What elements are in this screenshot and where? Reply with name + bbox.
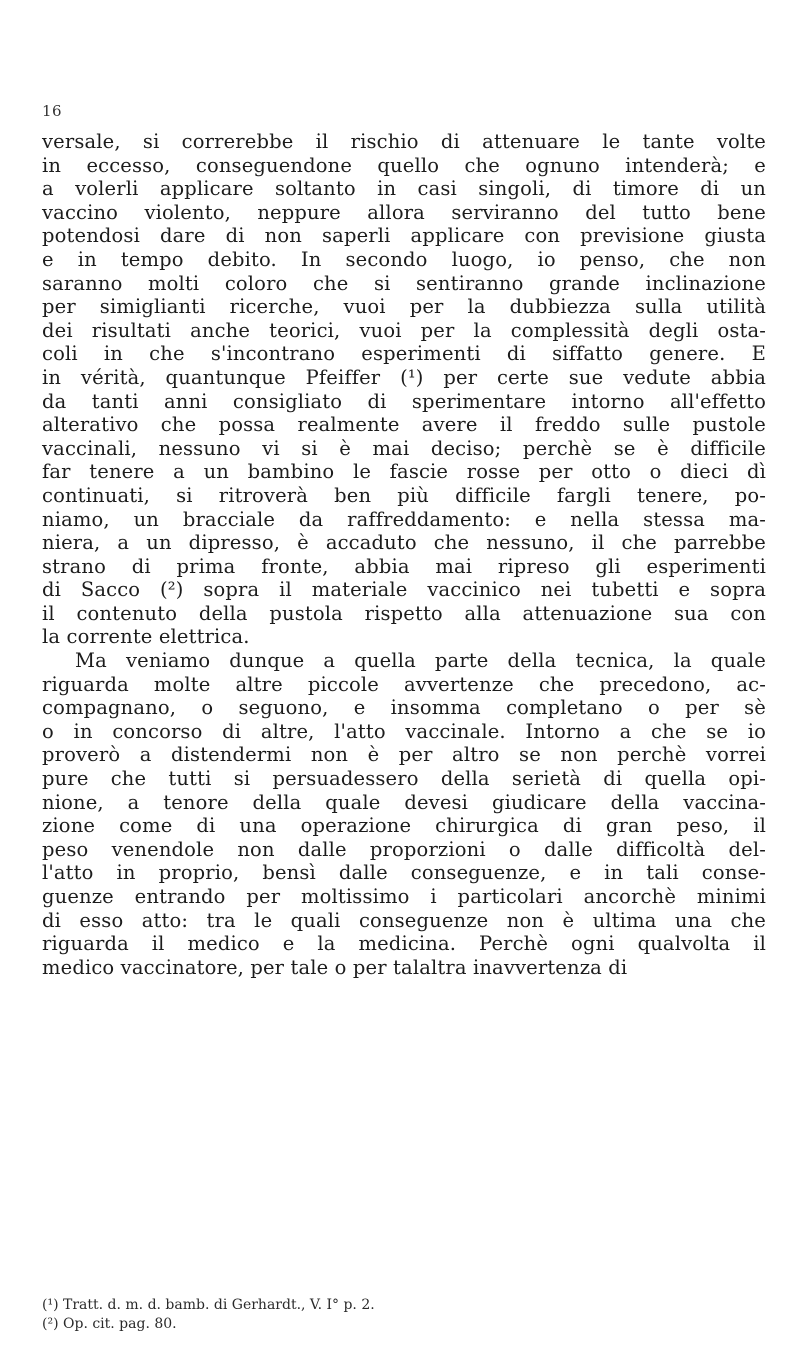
text-line: per simiglianti ricerche, vuoi per la dubbiezza sulla utilità: [42, 295, 766, 319]
text-line: niamo, un bracciale da raffreddamento: e nella stessa ma-: [42, 507, 766, 531]
body-text: [42, 130, 766, 979]
text-line: potendosi dare di non saperli applicare con previsione giusta: [42, 224, 766, 248]
text-line: far tenere a un bambino le fascie rosse per otto o dieci dì: [42, 460, 766, 484]
text-line: riguarda molte altre piccole avvertenze che precedono, ac-: [42, 672, 766, 696]
text-line: vaccino violento, neppure allora serviranno del tutto bene: [42, 200, 766, 224]
text-line: guenze entrando per moltissimo i particolari ancorchè minimi: [42, 885, 766, 908]
text-line: compagnano, o seguono, e insomma completano o per sè: [42, 696, 766, 720]
text-line: il contenuto della pustola rispetto alla attenuazione sua con: [42, 601, 766, 625]
footnote-text: Op. cit. pag. 80.: [63, 1316, 177, 1332]
text-line: dei risultati anche teorici, vuoi per la complessità degli osta-: [42, 318, 766, 342]
text-line: continuati, si ritroverà ben più difficile fargli tenere, po-: [42, 483, 766, 507]
text-line: la corrente elettrica.: [42, 625, 250, 649]
text-line: di esso atto: tra le quali conseguenze non è ultima una che: [42, 908, 766, 932]
text-line: riguarda il medico e la medicina. Perchè ogni qualvolta il: [42, 932, 766, 956]
text-line: vaccinali, nessuno vi si è mai deciso; perchè se è difficile: [42, 436, 766, 460]
text-line: l'atto in proprio, bensì dalle conseguenze, e in tali conse-: [42, 861, 766, 885]
footnotes: [42, 1296, 766, 1334]
text-line: medico vaccinatore, per tale o per talaltra inavvertenza di: [42, 955, 628, 979]
text-line: in eccesso, conseguendone quello che ognuno intenderà; e: [42, 153, 766, 177]
text-line: alterativo che possa realmente avere il freddo sulle pustole: [42, 413, 766, 437]
text-line: saranno molti coloro che si sentiranno grande inclinazione: [42, 271, 766, 295]
text-line: zione come di una operazione chirurgica di gran peso, il: [42, 814, 766, 838]
text-line: da tanti anni consigliato di sperimentare intorno all'effetto: [42, 389, 766, 413]
footnote-mark: (¹): [42, 1297, 59, 1313]
text-line: coli in che s'incontrano esperimenti di siffatto genere. E: [42, 342, 766, 366]
paragraph-2: [42, 649, 766, 979]
page-number: 16: [42, 102, 63, 120]
footnote-text: Tratt. d. m. d. bamb. di Gerhardt., V. I° p. 2.: [63, 1297, 375, 1313]
text-line: pure che tutti si persuadessero della serietà di quella opi-: [42, 767, 766, 791]
paragraph-1: [42, 130, 766, 649]
text-line: niera, a un dipresso, è accaduto che nessuno, il che parrebbe: [42, 531, 766, 555]
text-line: proverò a distendermi non è per altro se non perchè vorrei: [42, 743, 766, 767]
text-line: o in concorso di altre, l'atto vaccinale. Intorno a che se io: [42, 719, 766, 743]
footnote-1: [42, 1296, 766, 1315]
text-line: in vérità, quantunque Pfeiffer (¹) per certe sue vedute abbia: [42, 365, 766, 389]
text-line: peso venendole non dalle proporzioni o dalle difficoltà del-: [42, 837, 766, 861]
text-line: di Sacco (²) sopra il materiale vaccinico nei tubetti e sopra: [42, 578, 766, 602]
text-line: a volerli applicare soltanto in casi singoli, di timore di un: [42, 177, 766, 201]
text-line: e in tempo debito. In secondo luogo, io penso, che non: [42, 247, 766, 271]
text-line: nione, a tenore della quale devesi giudicare della vaccina-: [42, 790, 766, 814]
text-line: strano di prima fronte, abbia mai ripreso gli esperimenti: [42, 554, 766, 578]
footnote-mark: (²): [42, 1316, 59, 1332]
text-line: Ma veniamo dunque a quella parte della tecnica, la quale: [75, 649, 766, 673]
footnote-2: [42, 1315, 766, 1334]
text-line: versale, si correrebbe il rischio di attenuare le tante volte: [42, 130, 766, 153]
